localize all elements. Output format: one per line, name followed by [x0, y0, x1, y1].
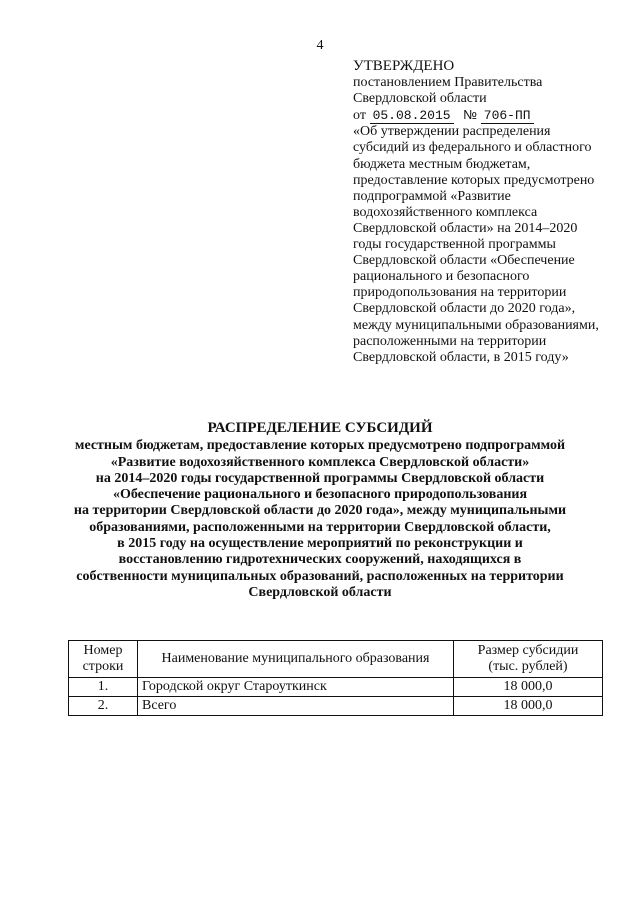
decree-line: бюджета местным бюджетам,	[353, 156, 531, 172]
cell-row-number: 1.	[69, 678, 138, 697]
subtitle-line: Свердловской области	[248, 584, 392, 600]
subtitle-line: «Развитие водохозяйственного комплекса Свердловской области»	[110, 454, 530, 470]
decree-number: 706-ПП	[481, 108, 534, 124]
subtitle-line: на 2014–2020 годы государственной программы Свердловской области	[95, 470, 545, 486]
table-row	[69, 697, 603, 716]
date-prefix: от	[353, 108, 366, 124]
cell-amount: 18 000,0	[454, 697, 603, 716]
decree-line: между муниципальными образованиями,	[353, 317, 599, 333]
subsidy-table	[68, 640, 603, 716]
header-row-number-line1: Номер	[83, 643, 123, 658]
subtitle-line: местным бюджетам, предоставление которых предусмотрено подпрограммой	[74, 438, 566, 454]
decree-line: Свердловской области, в 2015 году»	[353, 349, 569, 365]
decree-date-line	[353, 107, 633, 124]
subtitle-line: образованиями, расположенными на территории Свердловской области,	[89, 519, 551, 535]
approval-line: постановлением Правительства	[353, 75, 543, 91]
decree-line: «Об утверждении распределения	[353, 124, 551, 140]
distribution-heading	[50, 420, 590, 601]
table-row	[69, 678, 603, 697]
approval-block	[353, 58, 633, 366]
decree-line: подпрограммой «Развитие	[353, 188, 511, 204]
decree-line: расположенными на территории	[353, 333, 547, 349]
subtitle-line: собственности муниципальных образований, расположенных на территории	[76, 568, 564, 584]
decree-line: годы государственной программы	[353, 237, 556, 253]
decree-date: 05.08.2015	[370, 108, 454, 124]
header-row-number	[69, 641, 138, 678]
approval-line: Свердловской области	[353, 91, 487, 107]
header-amount	[454, 641, 603, 678]
cell-row-number: 2.	[69, 697, 138, 716]
header-municipality: Наименование муниципального образования	[138, 641, 454, 678]
subtitle-line: «Обеспечение рационального и безопасного природопользования	[112, 487, 528, 503]
number-prefix: №	[463, 107, 478, 123]
decree-line: рационального и безопасного	[353, 269, 530, 285]
subtitle-line: на территории Свердловской области до 2020 года», между муниципальными	[73, 503, 567, 519]
page-number: 4	[316, 38, 324, 53]
cell-municipality: Всего	[138, 697, 454, 716]
subtitle-line: в 2015 году на осуществление мероприятий по реконструкции и	[117, 536, 523, 552]
subtitle-line: восстановлению гидротехнических сооружений, находящихся в	[118, 552, 522, 568]
header-amount-line2: (тыс. рублей)	[488, 659, 568, 674]
header-row-number-line2: строки	[82, 659, 124, 674]
decree-line: природопользования на территории	[353, 285, 567, 301]
cell-amount: 18 000,0	[454, 678, 603, 697]
decree-line: Свердловской области «Обеспечение	[353, 253, 575, 269]
table-header-row	[69, 641, 603, 678]
decree-line: Свердловской области» на 2014–2020	[353, 220, 578, 236]
document-title: РАСПРЕДЕЛЕНИЕ СУБСИДИЙ	[207, 420, 433, 436]
decree-line: водохозяйственного комплекса	[353, 204, 538, 220]
decree-line: субсидий из федерального и областного	[353, 140, 592, 156]
header-amount-line1: Размер субсидии	[477, 643, 579, 658]
approval-heading: УТВЕРЖДЕНО	[353, 58, 455, 74]
decree-line: Свердловской области до 2020 года»,	[353, 301, 576, 317]
decree-line: предоставление которых предусмотрено	[353, 172, 595, 188]
cell-municipality: Городской округ Староуткинск	[138, 678, 454, 697]
